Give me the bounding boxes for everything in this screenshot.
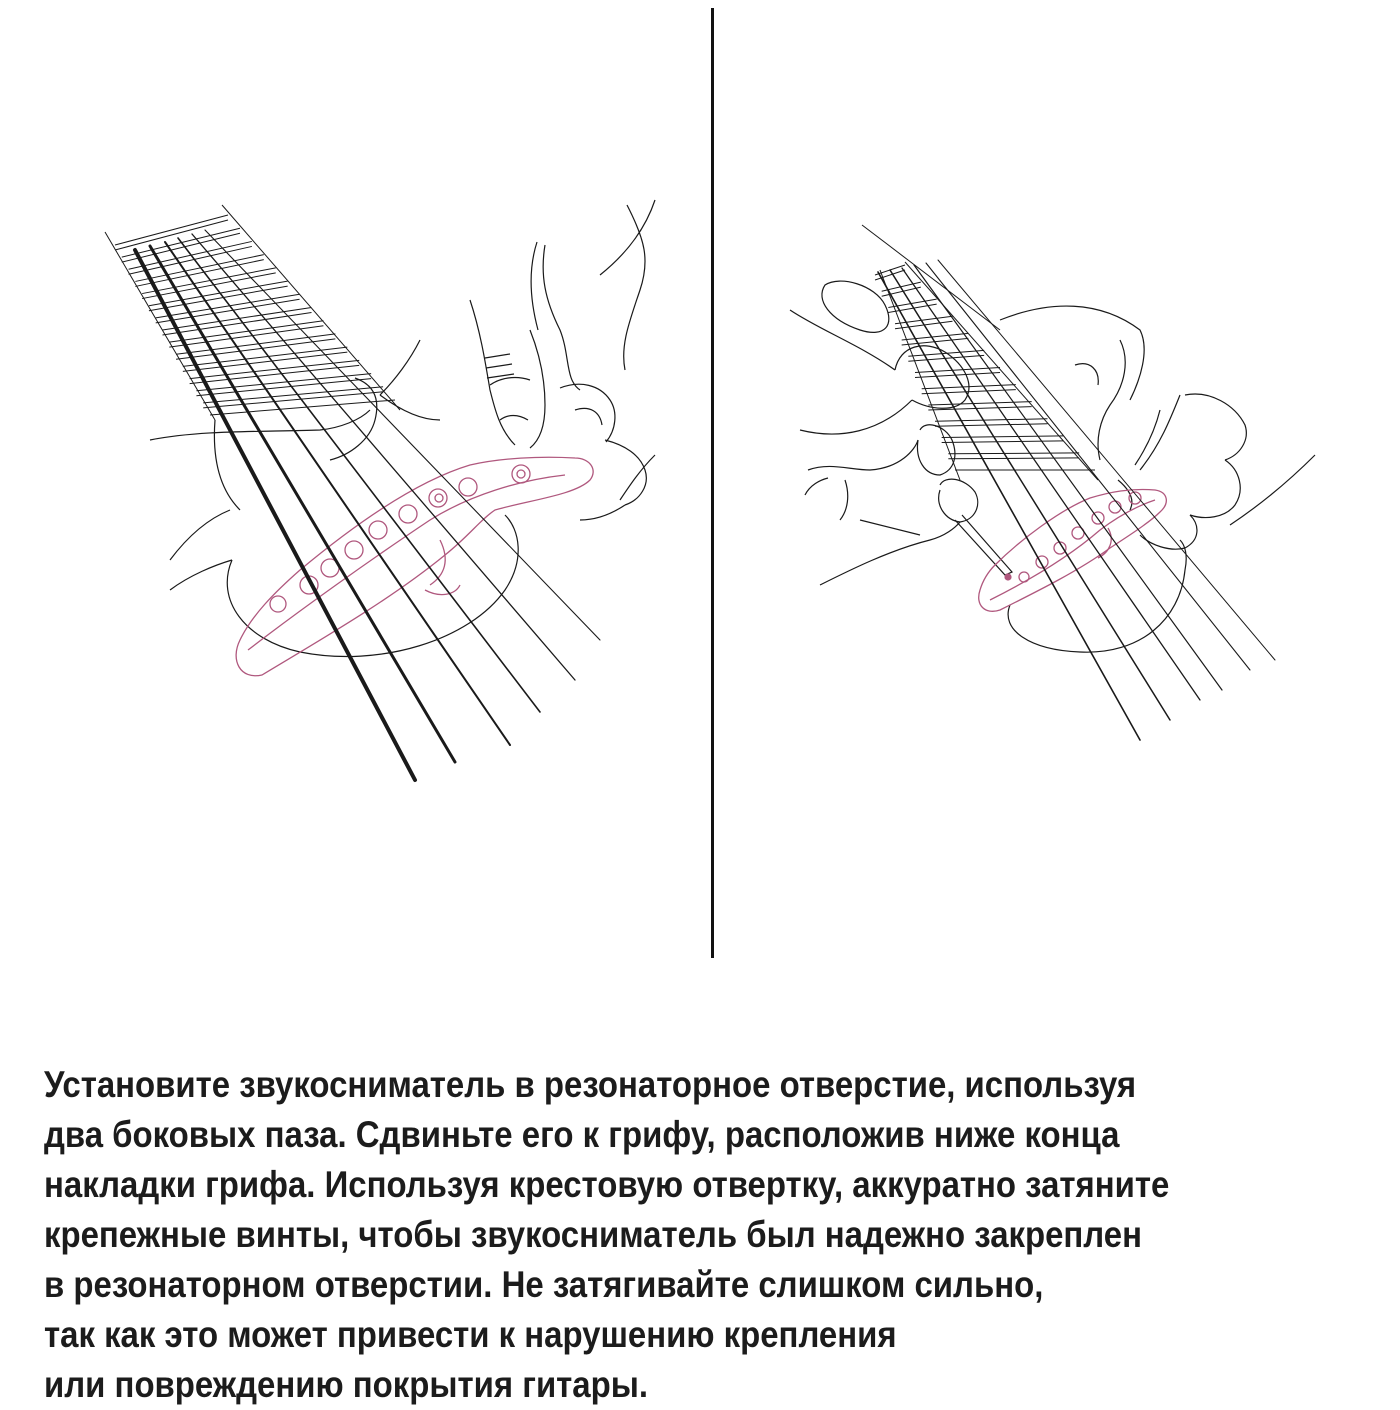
left-fretboard bbox=[105, 205, 400, 420]
left-frets bbox=[115, 215, 395, 415]
caption-line-2: два боковых паза. Сдвиньте его к грифу, расположив ниже конца bbox=[44, 1114, 1120, 1155]
caption-line-3: накладки грифа. Используя крестовую отвертку, аккуратно затяните bbox=[44, 1164, 1170, 1205]
caption-line-1: Установите звукосниматель в резонаторное отверстие, используя bbox=[44, 1064, 1137, 1105]
left-step-illustration bbox=[105, 200, 655, 780]
right-hands bbox=[790, 281, 1315, 585]
right-pickup bbox=[979, 489, 1167, 611]
right-strings bbox=[878, 260, 1275, 740]
left-pickup bbox=[236, 457, 593, 676]
fret-line bbox=[935, 419, 1048, 422]
caption-line-5: в резонаторном отверстии. Не затягивайте слишком сильно, bbox=[44, 1264, 1044, 1305]
fret-line bbox=[196, 379, 371, 396]
instruction-caption bbox=[44, 1060, 1384, 1410]
fret-line bbox=[942, 441, 1064, 443]
caption-line-7: или повреждению покрытия гитары. bbox=[44, 1364, 649, 1405]
fret-line bbox=[928, 402, 1031, 405]
fret-line bbox=[203, 392, 383, 408]
fret-line bbox=[948, 453, 1079, 454]
fret-line bbox=[915, 368, 1000, 373]
left-soundhole bbox=[227, 515, 518, 657]
fret-line bbox=[948, 458, 1079, 459]
fret-line bbox=[163, 308, 312, 331]
right-step-illustration bbox=[790, 225, 1315, 740]
fret-line bbox=[942, 436, 1064, 438]
caption-line-4: крепежные винты, чтобы звукосниматель был надежно закреплен bbox=[44, 1214, 1142, 1255]
fret-line bbox=[169, 321, 323, 342]
caption-line-6: так как это может привести к нарушению крепления bbox=[44, 1314, 897, 1355]
panel-divider bbox=[711, 8, 714, 958]
fret-line bbox=[908, 350, 984, 356]
left-strings bbox=[135, 230, 600, 780]
fret-line bbox=[915, 373, 1000, 378]
